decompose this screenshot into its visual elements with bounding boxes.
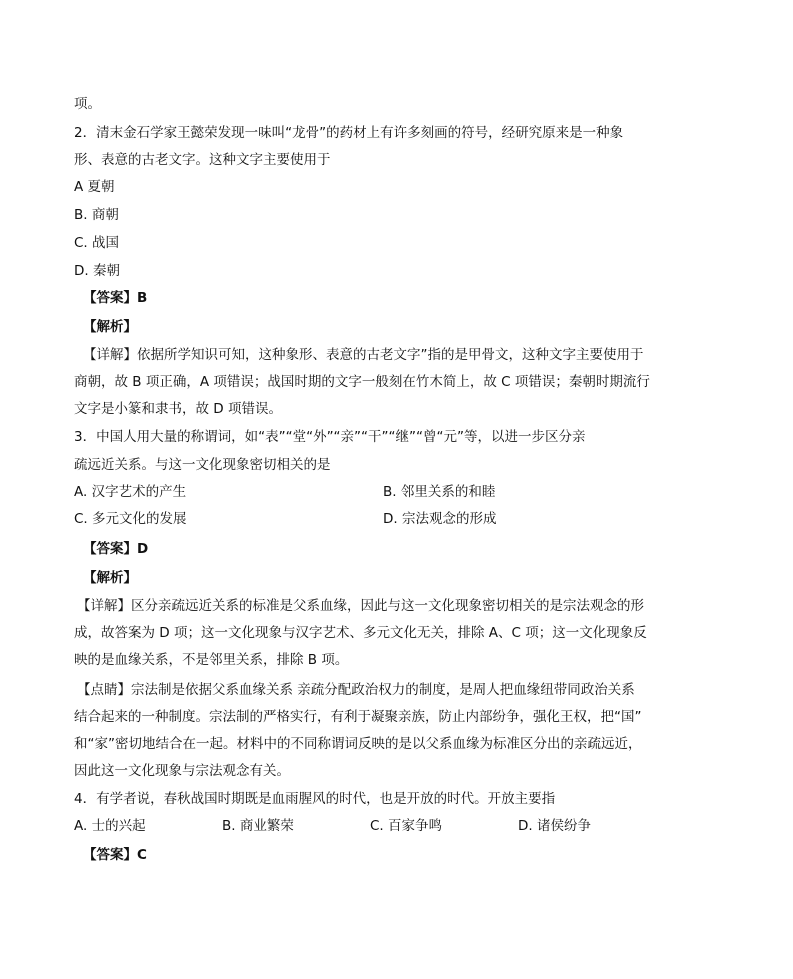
explanation-line: 商朝，故 B 项正确，A 项错误；战国时期的文字一般刻在竹木简上，故 C 项错误；秦朝时期流行 <box>74 374 650 390</box>
option-b: B. 邻里关系的和睦 <box>383 484 496 500</box>
text-line: 项。 <box>74 96 101 112</box>
explanation-line: 【详解】区分亲疏远近关系的标准是父系血缘，因此与这一文化现象密切相关的是宗法观念的形 <box>77 598 644 614</box>
key-point-line: 结合起来的一种制度。宗法制的严格实行，有利于凝聚亲族，防止内部纷争，强化王权，把“国” <box>74 709 642 725</box>
option-a: A 夏朝 <box>74 179 115 195</box>
option-a: A. 汉字艺术的产生 <box>74 484 187 500</box>
answer-label: 【答案】C <box>83 847 147 863</box>
option-d: D. 诸侯纷争 <box>518 818 591 834</box>
option-d: D. 宗法观念的形成 <box>383 511 497 527</box>
option-a: A. 士的兴起 <box>74 818 146 834</box>
analysis-label: 【解析】 <box>83 570 137 586</box>
explanation-line: 成，故答案为 D 项；这一文化现象与汉字艺术、多元文化无关，排除 A、C 项；这一文化现象反 <box>74 625 647 641</box>
analysis-label: 【解析】 <box>83 319 137 335</box>
answer-label: 【答案】D <box>83 541 149 557</box>
question-3-stem: 3．中国人用大量的称谓词，如“表”“堂“外”“亲”“干”“继”“曾“元”等，以进一步区分亲 <box>74 429 586 445</box>
option-b: B. 商业繁荣 <box>222 818 294 834</box>
key-point-line: 和“家”密切地结合在一起。材料中的不同称谓词反映的是以父系血缘为标准区分出的亲疏远近， <box>74 736 642 752</box>
question-2-stem: 2．清末金石学家王懿荣发现一味叫“龙骨”的药材上有许多刻画的符号，经研究原来是一种象 <box>74 125 624 141</box>
explanation-line: 【详解】依据所学知识可知，这种象形、表意的古老文字”指的是甲骨文，这种文字主要使用于 <box>83 347 644 363</box>
explanation-line: 映的是血缘关系，不是邻里关系，排除 B 项。 <box>74 652 349 668</box>
option-d: D. 秦朝 <box>74 263 120 279</box>
option-c: C. 百家争鸣 <box>370 818 443 834</box>
question-4-stem: 4．有学者说，春秋战国时期既是血雨腥风的时代，也是开放的时代。开放主要指 <box>74 791 556 807</box>
option-c: C. 多元文化的发展 <box>74 511 187 527</box>
option-c: C. 战国 <box>74 235 120 251</box>
answer-label: 【答案】B <box>83 290 148 306</box>
question-2-stem-cont: 形、表意的古老文字。这种文字主要使用于 <box>74 152 331 168</box>
question-3-stem-cont: 疏远近关系。与这一文化现象密切相关的是 <box>74 457 331 473</box>
key-point-line: 【点睛】宗法制是依据父系血缘关系 亲疏分配政治权力的制度，是周人把血缘纽带同政治关系 <box>77 682 635 698</box>
key-point-line: 因此这一文化现象与宗法观念有关。 <box>74 763 290 779</box>
explanation-line: 文字是小篆和隶书，故 D 项错误。 <box>74 401 282 417</box>
option-b: B. 商朝 <box>74 207 119 223</box>
